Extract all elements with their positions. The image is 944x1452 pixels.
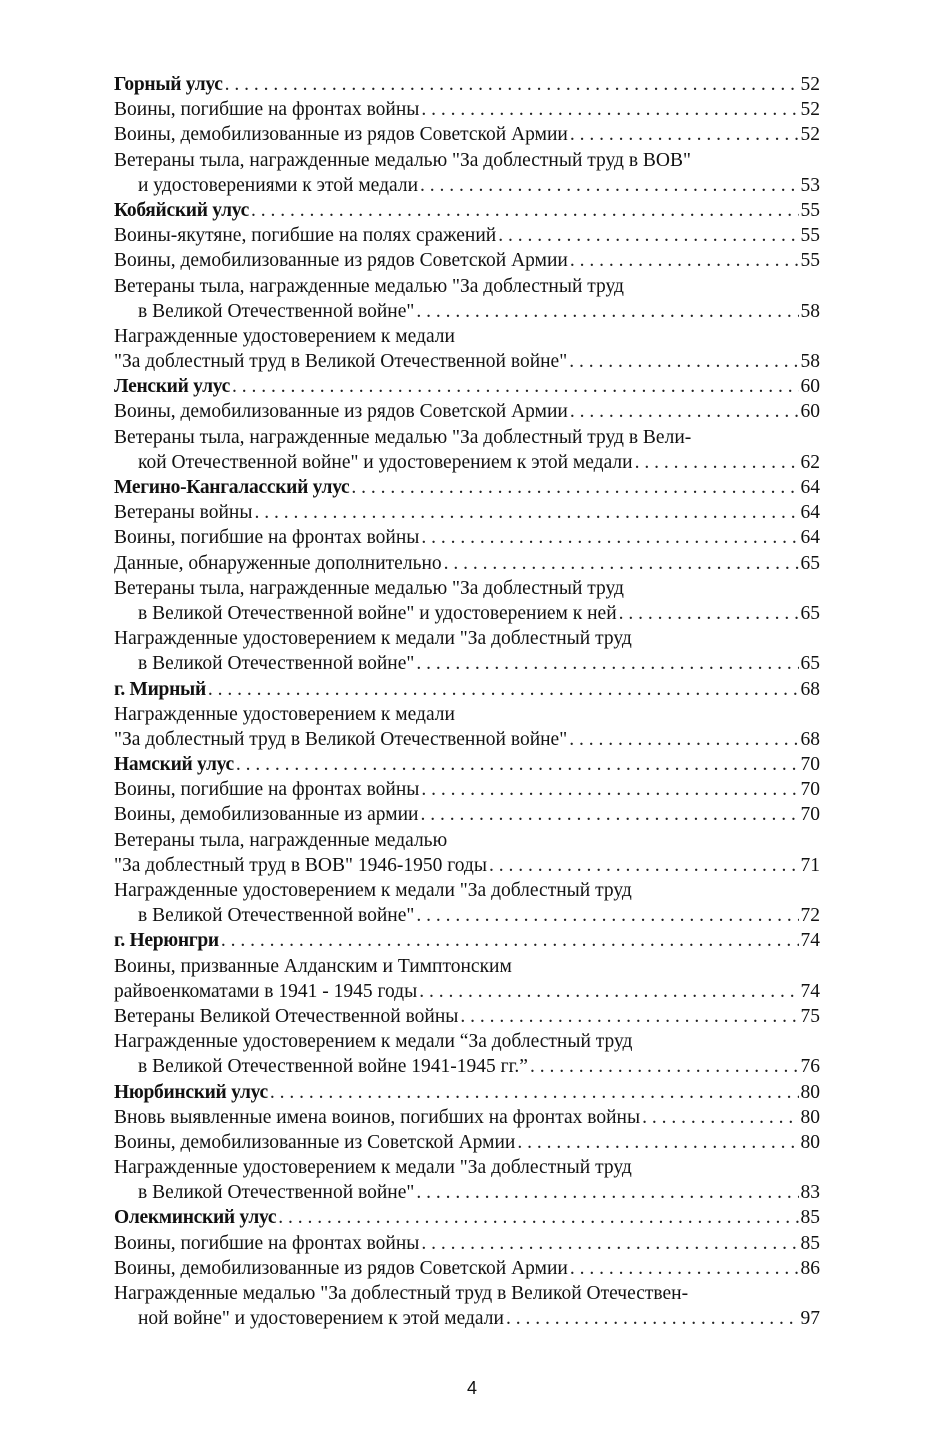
toc-entry-title: кой Отечественной войне" и удостоверением к этой медали — [138, 451, 633, 473]
toc-section-heading — [114, 677, 820, 702]
dot-leader — [444, 551, 799, 576]
toc-line — [114, 702, 820, 727]
dot-leader — [420, 173, 799, 198]
toc-entry-title: Воины, демобилизованные из армии — [114, 804, 419, 826]
toc-page-number: 64 — [800, 527, 820, 549]
toc-line — [114, 122, 820, 147]
toc-page-number: 80 — [800, 1131, 820, 1153]
toc-entry-title: Горный улус — [114, 74, 223, 95]
toc-entry-title: Мегино-Кангаласский улус — [114, 477, 350, 498]
dot-leader — [421, 777, 798, 802]
toc-line — [114, 551, 820, 576]
toc-entry-title: в Великой Отечественной войне" — [138, 653, 415, 675]
toc-entry — [114, 248, 820, 273]
toc-line — [114, 525, 820, 550]
toc-line — [114, 853, 820, 878]
toc-entry-title: в Великой Отечественной войне" — [138, 300, 415, 322]
dot-leader — [225, 72, 799, 97]
toc-line — [114, 1105, 820, 1130]
dot-leader — [570, 122, 799, 147]
dot-leader — [236, 752, 799, 777]
toc-line — [114, 349, 820, 374]
toc-line — [114, 928, 820, 953]
toc-entry-title: райвоенкоматами в 1941 - 1945 годы — [114, 980, 418, 1002]
toc-entry — [114, 122, 820, 147]
toc-entry-title: Данные, обнаруженные дополнительно — [114, 552, 442, 574]
toc-page-number: 74 — [800, 980, 820, 1002]
toc-entry-title: и удостоверениями к этой медали — [138, 174, 418, 196]
dot-leader — [416, 1180, 798, 1205]
toc-page-number: 52 — [800, 124, 820, 146]
dot-leader — [416, 903, 798, 928]
toc-line — [114, 903, 820, 928]
toc-entry-title: Награжденные удостоверением к медали “За доблестный труд — [114, 1031, 633, 1053]
toc-entry — [114, 500, 820, 525]
dot-leader — [619, 601, 799, 626]
toc-entry-title: Ветераны тыла, награжденные медалью "За доблестный труд — [114, 275, 624, 297]
dot-leader — [421, 97, 798, 122]
toc-line — [114, 1256, 820, 1281]
dot-leader — [251, 198, 798, 223]
toc-entry-title: Олекминский улус — [114, 1207, 277, 1229]
toc-entry — [114, 425, 820, 475]
toc-line — [114, 1231, 820, 1256]
toc-entry-title: Ленский улус — [114, 376, 230, 398]
toc-page-number: 68 — [800, 728, 820, 750]
toc-line — [114, 752, 820, 777]
dot-leader — [221, 928, 799, 953]
toc-entry-title: Воины, демобилизованные из рядов Советской Армии — [114, 401, 568, 423]
dot-leader — [420, 802, 798, 827]
toc-line — [114, 1054, 820, 1079]
dot-leader — [569, 349, 798, 374]
toc-page-number: 68 — [800, 678, 820, 700]
toc-entry-title: Воины-якутяне, погибшие на полях сражений — [114, 225, 497, 247]
toc-page-number: 97 — [800, 1308, 820, 1330]
dot-leader — [270, 1080, 799, 1105]
toc-page-number: 74 — [800, 930, 820, 952]
toc-entry — [114, 551, 820, 576]
dot-leader — [570, 1256, 799, 1281]
toc-line — [114, 626, 820, 651]
dot-leader — [351, 475, 798, 500]
toc-line — [114, 802, 820, 827]
toc-page-number: 52 — [800, 74, 820, 95]
toc-entry-title: ной войне" и удостоверением к этой медали — [138, 1308, 504, 1330]
dot-leader — [416, 651, 798, 676]
dot-leader — [460, 1004, 798, 1029]
toc-line — [114, 72, 820, 97]
toc-line — [114, 777, 820, 802]
toc-line — [114, 954, 820, 979]
toc-line — [114, 450, 820, 475]
dot-leader — [421, 525, 798, 550]
toc-entry-title: Воины, погибшие на фронтах войны — [114, 1232, 420, 1254]
toc-line — [114, 475, 820, 500]
toc-entry-title: в Великой Отечественной войне 1941-1945 гг.” — [138, 1056, 528, 1078]
toc-entry — [114, 1004, 820, 1029]
toc-line — [114, 97, 820, 122]
toc-entry-title: Воины, демобилизованные из рядов Советской Армии — [114, 124, 568, 146]
toc-line — [114, 1205, 820, 1230]
toc-entry — [114, 223, 820, 248]
toc-entry-title: Воины, демобилизованные из Советской Армии — [114, 1131, 516, 1153]
toc-line — [114, 148, 820, 173]
toc-entry-title: "За доблестный труд в Великой Отечественной войне" — [114, 728, 568, 750]
toc-entry — [114, 626, 820, 676]
toc-page-number: 72 — [800, 905, 820, 927]
toc-line — [114, 828, 820, 853]
toc-entry-title: Ветераны Великой Отечественной войны — [114, 1005, 459, 1027]
toc-line — [114, 1004, 820, 1029]
toc-entry — [114, 274, 820, 324]
dot-leader — [254, 500, 798, 525]
toc-entry-title: Награжденные удостоверением к медали "За доблестный труд — [114, 1157, 632, 1179]
toc-section-heading — [114, 72, 820, 97]
toc-page-number: 65 — [800, 653, 820, 675]
toc-entry-title: "За доблестный труд в Великой Отечественной войне" — [114, 351, 568, 373]
toc-entry-title: в Великой Отечественной войне" — [138, 1182, 415, 1204]
toc-entry-title: Ветераны тыла, награжденные медалью — [114, 829, 448, 851]
toc-entry — [114, 1281, 820, 1331]
toc-page-number: 75 — [800, 1005, 820, 1027]
toc-page-number: 65 — [800, 552, 820, 574]
dot-leader — [530, 1054, 799, 1079]
toc-entry-title: г. Нерюнгри — [114, 930, 219, 952]
toc-entry-title: Ветераны тыла, награжденные медалью "За доблестный труд в Вели- — [114, 426, 692, 448]
toc-page-number: 70 — [800, 754, 820, 776]
toc-page-number: 55 — [800, 225, 820, 247]
toc-line — [114, 374, 820, 399]
toc-page-number: 70 — [800, 779, 820, 801]
toc-entry — [114, 878, 820, 928]
toc-line — [114, 979, 820, 1004]
toc-line — [114, 651, 820, 676]
toc-entry — [114, 954, 820, 1004]
toc-entry — [114, 828, 820, 878]
dot-leader — [419, 979, 798, 1004]
toc-page-number: 52 — [800, 99, 820, 121]
toc-entry-title: Ветераны тыла, награжденные медалью "За доблестный труд в ВОВ" — [114, 149, 691, 171]
toc-line — [114, 1180, 820, 1205]
toc-page-number: 55 — [800, 199, 820, 221]
toc-entry — [114, 702, 820, 752]
toc-line — [114, 1130, 820, 1155]
toc-entry-title: Вновь выявленные имена воинов, погибших на фронтах войны — [114, 1106, 641, 1128]
toc-entry-title: Нюрбинский улус — [114, 1081, 268, 1103]
toc-entry-title: Воины, погибшие на фронтах войны — [114, 99, 420, 121]
toc-line — [114, 248, 820, 273]
toc-entry — [114, 399, 820, 424]
toc-line — [114, 1306, 820, 1331]
toc-page-number: 80 — [800, 1081, 820, 1103]
toc-entry — [114, 324, 820, 374]
toc-entry-title: в Великой Отечественной войне" и удостоверением к ней — [138, 602, 617, 624]
toc-page-number: 76 — [800, 1056, 820, 1078]
toc-entry — [114, 1105, 820, 1130]
dot-leader — [569, 727, 798, 752]
toc-line — [114, 601, 820, 626]
toc-entry — [114, 576, 820, 626]
toc-page-number: 53 — [800, 174, 820, 196]
toc-page-number: 85 — [800, 1232, 820, 1254]
toc-section-heading — [114, 928, 820, 953]
toc-line — [114, 173, 820, 198]
toc-entry — [114, 1130, 820, 1155]
toc-entry-title: Намский улус — [114, 754, 234, 776]
toc-line — [114, 274, 820, 299]
toc-entry — [114, 1029, 820, 1079]
toc-entry — [114, 97, 820, 122]
toc-line — [114, 223, 820, 248]
toc-entry-title: Награжденные удостоверением к медали "За доблестный труд — [114, 880, 632, 901]
toc-line — [114, 1155, 820, 1180]
toc-entry-title: "За доблестный труд в ВОВ" 1946-1950 годы — [114, 854, 487, 876]
dot-leader — [642, 1105, 798, 1130]
toc-line — [114, 677, 820, 702]
dot-leader — [635, 450, 799, 475]
dot-leader — [208, 677, 799, 702]
dot-leader — [416, 299, 798, 324]
toc-entry-title: в Великой Отечественной войне" — [138, 905, 415, 927]
toc-line — [114, 500, 820, 525]
toc-section-heading — [114, 1205, 820, 1230]
toc-entry-title: Воины, погибшие на фронтах войны — [114, 779, 420, 801]
toc-entry — [114, 1231, 820, 1256]
toc-page-number: 71 — [800, 854, 820, 876]
dot-leader — [517, 1130, 798, 1155]
toc-page-number: 70 — [800, 804, 820, 826]
toc-entry-title: г. Мирный — [114, 678, 206, 700]
dot-leader — [570, 399, 799, 424]
toc-line — [114, 425, 820, 450]
dot-leader — [278, 1205, 798, 1230]
toc-section-heading — [114, 475, 820, 500]
toc-entry-title: Воины, призванные Алданским и Тимптонским — [114, 955, 512, 977]
toc-entry — [114, 1256, 820, 1281]
toc-entry-title: Награжденные удостоверением к медали — [114, 703, 455, 725]
toc-page-number: 60 — [800, 376, 820, 398]
toc-line — [114, 299, 820, 324]
toc-line — [114, 399, 820, 424]
toc-page-number: 64 — [800, 502, 820, 524]
toc-entry-title: Ветераны тыла, награжденные медалью "За доблестный труд — [114, 577, 624, 599]
toc-page-number: 86 — [800, 1257, 820, 1279]
toc-entry — [114, 802, 820, 827]
toc-entry-title: Кобяйский улус — [114, 199, 250, 221]
toc-line — [114, 324, 820, 349]
dot-leader — [421, 1231, 798, 1256]
toc-section-heading — [114, 198, 820, 223]
toc-page-number: 85 — [800, 1207, 820, 1229]
toc-page-number: 60 — [800, 401, 820, 423]
dot-leader — [232, 374, 799, 399]
toc-page-number: 58 — [800, 300, 820, 322]
toc-line — [114, 878, 820, 903]
dot-leader — [489, 853, 799, 878]
toc-entry-title: Награжденные удостоверением к медали "За доблестный труд — [114, 628, 632, 650]
toc-line — [114, 1080, 820, 1105]
toc-line — [114, 576, 820, 601]
toc-section-heading — [114, 374, 820, 399]
toc-page-number: 64 — [800, 477, 820, 498]
toc-entry-title: Ветераны войны — [114, 502, 253, 524]
toc-entry — [114, 148, 820, 198]
toc-page-number: 65 — [800, 602, 820, 624]
dot-leader — [570, 248, 799, 273]
dot-leader — [498, 223, 798, 248]
toc-line — [114, 1029, 820, 1054]
toc-entry-title: Воины, демобилизованные из рядов Советской Армии — [114, 1257, 568, 1279]
dot-leader — [506, 1306, 799, 1331]
toc-entry — [114, 1155, 820, 1205]
toc-entry-title: Воины, демобилизованные из рядов Советской Армии — [114, 250, 568, 272]
toc-page-number: 58 — [800, 351, 820, 373]
toc-entry-title: Воины, погибшие на фронтах войны — [114, 527, 420, 549]
toc-section-heading — [114, 752, 820, 777]
toc-entry-title: Награжденные медалью "За доблестный труд в Великой Отечествен- — [114, 1283, 689, 1304]
toc-entry — [114, 777, 820, 802]
toc-page-number: 62 — [800, 451, 820, 473]
toc-entry — [114, 525, 820, 550]
table-of-contents — [114, 72, 820, 1331]
toc-page-number: 83 — [800, 1182, 820, 1204]
toc-page-number: 80 — [800, 1106, 820, 1128]
toc-line — [114, 198, 820, 223]
page-number: 4 — [466, 1378, 477, 1398]
toc-line — [114, 727, 820, 752]
toc-entry-title: Награжденные удостоверением к медали — [114, 325, 455, 347]
toc-section-heading — [114, 1080, 820, 1105]
toc-line — [114, 1281, 820, 1306]
toc-page-number: 55 — [800, 250, 820, 272]
